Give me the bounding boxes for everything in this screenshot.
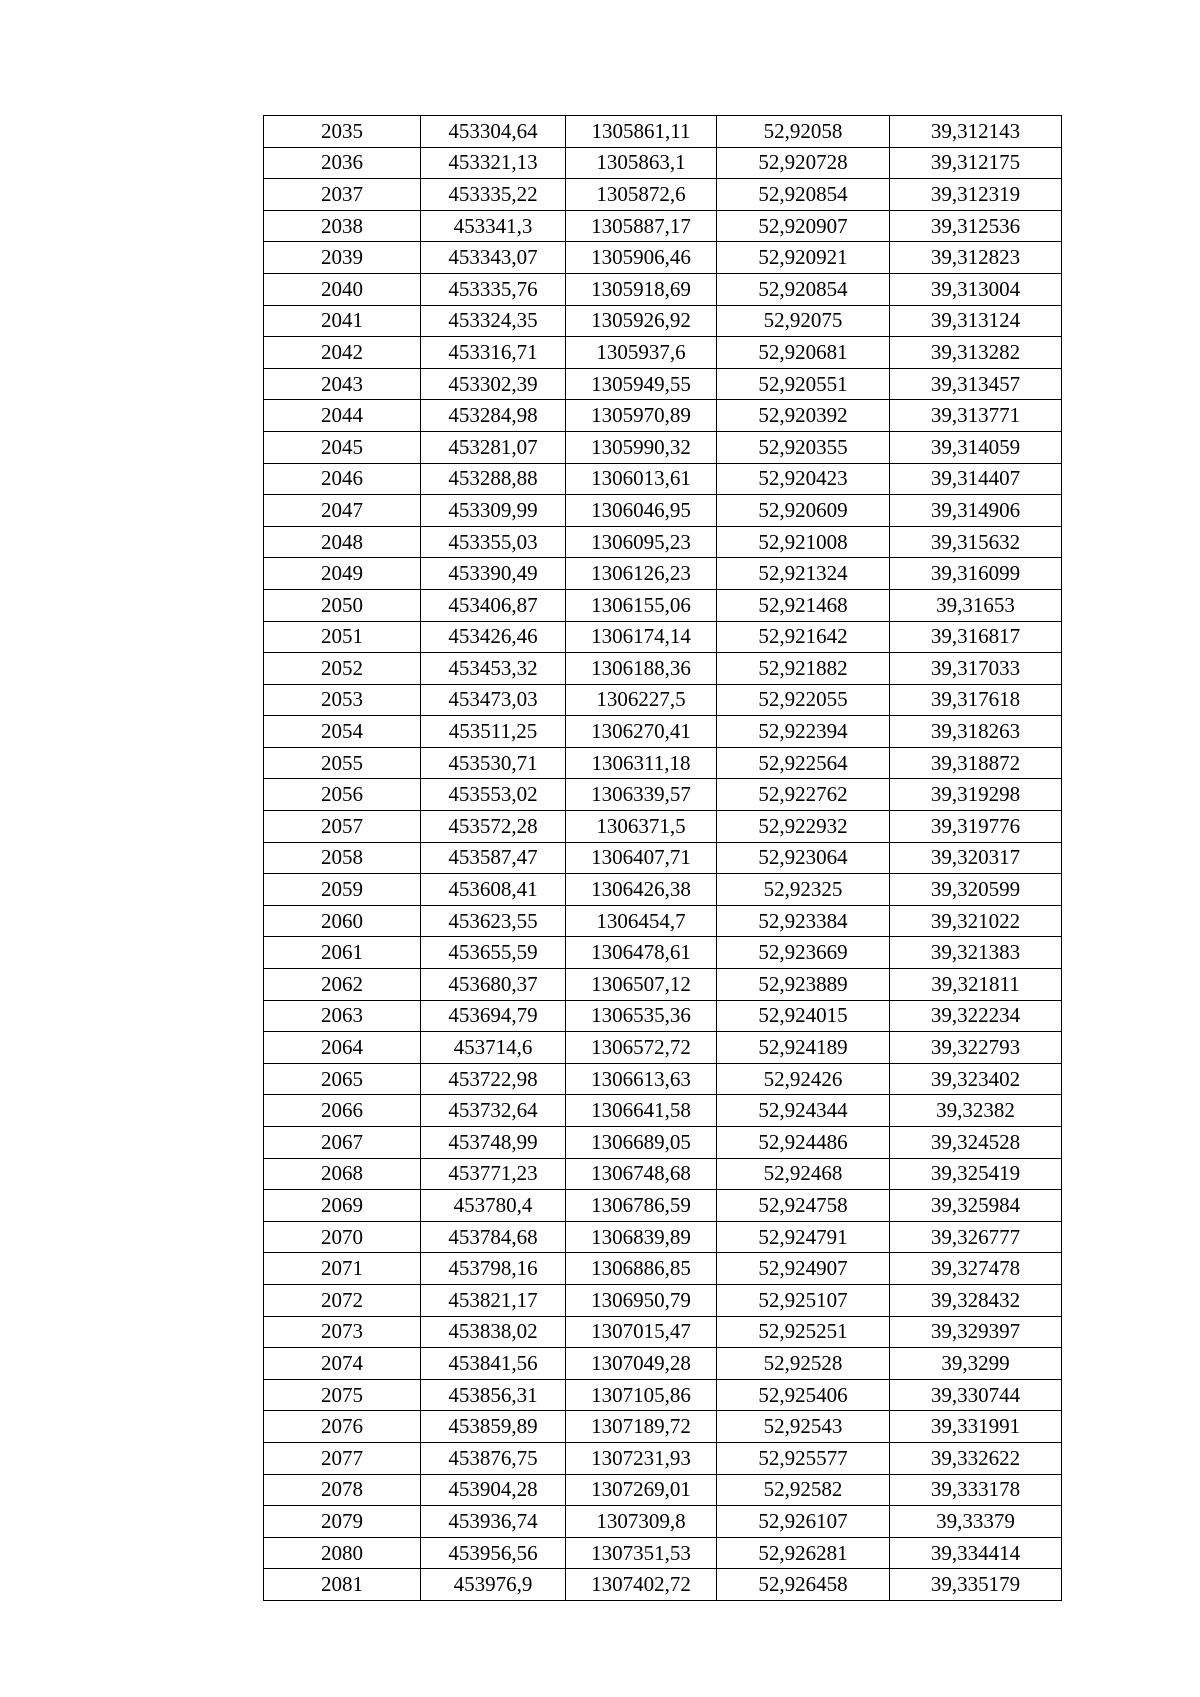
x-coordinate-cell: 453904,28 xyxy=(421,1474,566,1506)
longitude-cell: 39,321022 xyxy=(890,905,1062,937)
longitude-cell: 39,334414 xyxy=(890,1537,1062,1569)
latitude-cell: 52,921642 xyxy=(717,621,890,653)
point-number-cell: 2055 xyxy=(264,747,421,779)
x-coordinate-cell: 453694,79 xyxy=(421,1000,566,1032)
y-coordinate-cell: 1306407,71 xyxy=(566,842,717,874)
point-number-cell: 2056 xyxy=(264,779,421,811)
table-row xyxy=(264,653,1062,685)
point-number-cell: 2071 xyxy=(264,1253,421,1285)
latitude-cell: 52,92325 xyxy=(717,874,890,906)
longitude-cell: 39,318872 xyxy=(890,747,1062,779)
y-coordinate-cell: 1306126,23 xyxy=(566,558,717,590)
x-coordinate-cell: 453426,46 xyxy=(421,621,566,653)
latitude-cell: 52,920854 xyxy=(717,179,890,211)
x-coordinate-cell: 453390,49 xyxy=(421,558,566,590)
latitude-cell: 52,920854 xyxy=(717,273,890,305)
point-number-cell: 2079 xyxy=(264,1506,421,1538)
x-coordinate-cell: 453343,07 xyxy=(421,242,566,274)
latitude-cell: 52,922055 xyxy=(717,684,890,716)
longitude-cell: 39,320599 xyxy=(890,874,1062,906)
y-coordinate-cell: 1306155,06 xyxy=(566,589,717,621)
table-row xyxy=(264,969,1062,1001)
y-coordinate-cell: 1306046,95 xyxy=(566,495,717,527)
y-coordinate-cell: 1306950,79 xyxy=(566,1284,717,1316)
x-coordinate-cell: 453680,37 xyxy=(421,969,566,1001)
table-row xyxy=(264,905,1062,937)
x-coordinate-cell: 453798,16 xyxy=(421,1253,566,1285)
y-coordinate-cell: 1307105,86 xyxy=(566,1379,717,1411)
longitude-cell: 39,331991 xyxy=(890,1411,1062,1443)
longitude-cell: 39,313124 xyxy=(890,305,1062,337)
point-number-cell: 2069 xyxy=(264,1190,421,1222)
table-row xyxy=(264,779,1062,811)
table-row xyxy=(264,116,1062,148)
y-coordinate-cell: 1306641,58 xyxy=(566,1095,717,1127)
y-coordinate-cell: 1305906,46 xyxy=(566,242,717,274)
x-coordinate-cell: 453304,64 xyxy=(421,116,566,148)
latitude-cell: 52,923384 xyxy=(717,905,890,937)
latitude-cell: 52,921008 xyxy=(717,526,890,558)
longitude-cell: 39,314059 xyxy=(890,431,1062,463)
y-coordinate-cell: 1306426,38 xyxy=(566,874,717,906)
point-number-cell: 2054 xyxy=(264,716,421,748)
y-coordinate-cell: 1307189,72 xyxy=(566,1411,717,1443)
latitude-cell: 52,925406 xyxy=(717,1379,890,1411)
table-row xyxy=(264,1032,1062,1064)
point-number-cell: 2063 xyxy=(264,1000,421,1032)
latitude-cell: 52,926107 xyxy=(717,1506,890,1538)
y-coordinate-cell: 1306270,41 xyxy=(566,716,717,748)
table-row xyxy=(264,431,1062,463)
y-coordinate-cell: 1306339,57 xyxy=(566,779,717,811)
longitude-cell: 39,316817 xyxy=(890,621,1062,653)
x-coordinate-cell: 453608,41 xyxy=(421,874,566,906)
x-coordinate-cell: 453714,6 xyxy=(421,1032,566,1064)
table-row xyxy=(264,1316,1062,1348)
point-number-cell: 2041 xyxy=(264,305,421,337)
point-number-cell: 2049 xyxy=(264,558,421,590)
x-coordinate-cell: 453936,74 xyxy=(421,1506,566,1538)
x-coordinate-cell: 453511,25 xyxy=(421,716,566,748)
latitude-cell: 52,924015 xyxy=(717,1000,890,1032)
table-row xyxy=(264,179,1062,211)
point-number-cell: 2046 xyxy=(264,463,421,495)
longitude-cell: 39,317618 xyxy=(890,684,1062,716)
latitude-cell: 52,920921 xyxy=(717,242,890,274)
table-row xyxy=(264,1379,1062,1411)
point-number-cell: 2081 xyxy=(264,1569,421,1601)
table-row xyxy=(264,1127,1062,1159)
longitude-cell: 39,327478 xyxy=(890,1253,1062,1285)
table-row xyxy=(264,1506,1062,1538)
x-coordinate-cell: 453473,03 xyxy=(421,684,566,716)
y-coordinate-cell: 1306786,59 xyxy=(566,1190,717,1222)
table-row xyxy=(264,937,1062,969)
x-coordinate-cell: 453288,88 xyxy=(421,463,566,495)
table-row xyxy=(264,210,1062,242)
x-coordinate-cell: 453587,47 xyxy=(421,842,566,874)
point-number-cell: 2065 xyxy=(264,1063,421,1095)
y-coordinate-cell: 1306572,72 xyxy=(566,1032,717,1064)
x-coordinate-cell: 453321,13 xyxy=(421,147,566,179)
longitude-cell: 39,326777 xyxy=(890,1221,1062,1253)
y-coordinate-cell: 1305863,1 xyxy=(566,147,717,179)
longitude-cell: 39,320317 xyxy=(890,842,1062,874)
longitude-cell: 39,315632 xyxy=(890,526,1062,558)
latitude-cell: 52,92075 xyxy=(717,305,890,337)
longitude-cell: 39,329397 xyxy=(890,1316,1062,1348)
point-number-cell: 2058 xyxy=(264,842,421,874)
x-coordinate-cell: 453976,9 xyxy=(421,1569,566,1601)
latitude-cell: 52,92543 xyxy=(717,1411,890,1443)
table-row xyxy=(264,558,1062,590)
table-row xyxy=(264,1221,1062,1253)
y-coordinate-cell: 1306886,85 xyxy=(566,1253,717,1285)
table-row xyxy=(264,716,1062,748)
table-row xyxy=(264,842,1062,874)
coordinates-table-body xyxy=(264,116,1062,1601)
longitude-cell: 39,322793 xyxy=(890,1032,1062,1064)
longitude-cell: 39,317033 xyxy=(890,653,1062,685)
table-row xyxy=(264,1253,1062,1285)
x-coordinate-cell: 453838,02 xyxy=(421,1316,566,1348)
longitude-cell: 39,318263 xyxy=(890,716,1062,748)
latitude-cell: 52,924907 xyxy=(717,1253,890,1285)
longitude-cell: 39,316099 xyxy=(890,558,1062,590)
point-number-cell: 2062 xyxy=(264,969,421,1001)
table-row xyxy=(264,273,1062,305)
table-row xyxy=(264,747,1062,779)
longitude-cell: 39,314906 xyxy=(890,495,1062,527)
x-coordinate-cell: 453309,99 xyxy=(421,495,566,527)
y-coordinate-cell: 1307351,53 xyxy=(566,1537,717,1569)
point-number-cell: 2074 xyxy=(264,1348,421,1380)
latitude-cell: 52,924344 xyxy=(717,1095,890,1127)
x-coordinate-cell: 453748,99 xyxy=(421,1127,566,1159)
point-number-cell: 2035 xyxy=(264,116,421,148)
table-row xyxy=(264,621,1062,653)
point-number-cell: 2060 xyxy=(264,905,421,937)
latitude-cell: 52,925107 xyxy=(717,1284,890,1316)
point-number-cell: 2072 xyxy=(264,1284,421,1316)
table-row xyxy=(264,147,1062,179)
longitude-cell: 39,313004 xyxy=(890,273,1062,305)
longitude-cell: 39,328432 xyxy=(890,1284,1062,1316)
x-coordinate-cell: 453623,55 xyxy=(421,905,566,937)
table-row xyxy=(264,811,1062,843)
point-number-cell: 2050 xyxy=(264,589,421,621)
longitude-cell: 39,312143 xyxy=(890,116,1062,148)
y-coordinate-cell: 1306839,89 xyxy=(566,1221,717,1253)
x-coordinate-cell: 453784,68 xyxy=(421,1221,566,1253)
table-row xyxy=(264,337,1062,369)
x-coordinate-cell: 453572,28 xyxy=(421,811,566,843)
latitude-cell: 52,920609 xyxy=(717,495,890,527)
point-number-cell: 2064 xyxy=(264,1032,421,1064)
table-row xyxy=(264,1537,1062,1569)
latitude-cell: 52,924791 xyxy=(717,1221,890,1253)
point-number-cell: 2040 xyxy=(264,273,421,305)
point-number-cell: 2043 xyxy=(264,368,421,400)
y-coordinate-cell: 1307049,28 xyxy=(566,1348,717,1380)
y-coordinate-cell: 1305949,55 xyxy=(566,368,717,400)
latitude-cell: 52,924486 xyxy=(717,1127,890,1159)
table-row xyxy=(264,526,1062,558)
x-coordinate-cell: 453335,22 xyxy=(421,179,566,211)
x-coordinate-cell: 453780,4 xyxy=(421,1190,566,1222)
latitude-cell: 52,920551 xyxy=(717,368,890,400)
point-number-cell: 2053 xyxy=(264,684,421,716)
point-number-cell: 2073 xyxy=(264,1316,421,1348)
x-coordinate-cell: 453530,71 xyxy=(421,747,566,779)
table-row xyxy=(264,368,1062,400)
point-number-cell: 2057 xyxy=(264,811,421,843)
latitude-cell: 52,923669 xyxy=(717,937,890,969)
x-coordinate-cell: 453732,64 xyxy=(421,1095,566,1127)
point-number-cell: 2059 xyxy=(264,874,421,906)
table-row xyxy=(264,1348,1062,1380)
point-number-cell: 2042 xyxy=(264,337,421,369)
longitude-cell: 39,313282 xyxy=(890,337,1062,369)
x-coordinate-cell: 453771,23 xyxy=(421,1158,566,1190)
x-coordinate-cell: 453956,56 xyxy=(421,1537,566,1569)
y-coordinate-cell: 1306311,18 xyxy=(566,747,717,779)
latitude-cell: 52,92582 xyxy=(717,1474,890,1506)
y-coordinate-cell: 1306095,23 xyxy=(566,526,717,558)
y-coordinate-cell: 1306535,36 xyxy=(566,1000,717,1032)
y-coordinate-cell: 1306371,5 xyxy=(566,811,717,843)
longitude-cell: 39,33379 xyxy=(890,1506,1062,1538)
longitude-cell: 39,333178 xyxy=(890,1474,1062,1506)
table-row xyxy=(264,1000,1062,1032)
longitude-cell: 39,321811 xyxy=(890,969,1062,1001)
latitude-cell: 52,92058 xyxy=(717,116,890,148)
y-coordinate-cell: 1306227,5 xyxy=(566,684,717,716)
latitude-cell: 52,926281 xyxy=(717,1537,890,1569)
longitude-cell: 39,312536 xyxy=(890,210,1062,242)
point-number-cell: 2066 xyxy=(264,1095,421,1127)
point-number-cell: 2077 xyxy=(264,1442,421,1474)
longitude-cell: 39,321383 xyxy=(890,937,1062,969)
latitude-cell: 52,923064 xyxy=(717,842,890,874)
y-coordinate-cell: 1305937,6 xyxy=(566,337,717,369)
point-number-cell: 2067 xyxy=(264,1127,421,1159)
y-coordinate-cell: 1307015,47 xyxy=(566,1316,717,1348)
x-coordinate-cell: 453876,75 xyxy=(421,1442,566,1474)
point-number-cell: 2036 xyxy=(264,147,421,179)
longitude-cell: 39,312175 xyxy=(890,147,1062,179)
latitude-cell: 52,92426 xyxy=(717,1063,890,1095)
point-number-cell: 2052 xyxy=(264,653,421,685)
y-coordinate-cell: 1306748,68 xyxy=(566,1158,717,1190)
y-coordinate-cell: 1305990,32 xyxy=(566,431,717,463)
latitude-cell: 52,923889 xyxy=(717,969,890,1001)
table-row xyxy=(264,495,1062,527)
y-coordinate-cell: 1305970,89 xyxy=(566,400,717,432)
y-coordinate-cell: 1306613,63 xyxy=(566,1063,717,1095)
table-row xyxy=(264,1190,1062,1222)
table-row xyxy=(264,1063,1062,1095)
y-coordinate-cell: 1306174,14 xyxy=(566,621,717,653)
longitude-cell: 39,330744 xyxy=(890,1379,1062,1411)
x-coordinate-cell: 453722,98 xyxy=(421,1063,566,1095)
latitude-cell: 52,92528 xyxy=(717,1348,890,1380)
point-number-cell: 2048 xyxy=(264,526,421,558)
x-coordinate-cell: 453281,07 xyxy=(421,431,566,463)
point-number-cell: 2075 xyxy=(264,1379,421,1411)
point-number-cell: 2037 xyxy=(264,179,421,211)
y-coordinate-cell: 1305887,17 xyxy=(566,210,717,242)
x-coordinate-cell: 453453,32 xyxy=(421,653,566,685)
point-number-cell: 2078 xyxy=(264,1474,421,1506)
y-coordinate-cell: 1305861,11 xyxy=(566,116,717,148)
point-number-cell: 2044 xyxy=(264,400,421,432)
latitude-cell: 52,921324 xyxy=(717,558,890,590)
longitude-cell: 39,335179 xyxy=(890,1569,1062,1601)
table-row xyxy=(264,1474,1062,1506)
x-coordinate-cell: 453355,03 xyxy=(421,526,566,558)
latitude-cell: 52,924758 xyxy=(717,1190,890,1222)
longitude-cell: 39,332622 xyxy=(890,1442,1062,1474)
table-row xyxy=(264,463,1062,495)
x-coordinate-cell: 453841,56 xyxy=(421,1348,566,1380)
table-row xyxy=(264,1284,1062,1316)
y-coordinate-cell: 1307269,01 xyxy=(566,1474,717,1506)
point-number-cell: 2051 xyxy=(264,621,421,653)
y-coordinate-cell: 1306188,36 xyxy=(566,653,717,685)
table-row xyxy=(264,1411,1062,1443)
latitude-cell: 52,924189 xyxy=(717,1032,890,1064)
table-row xyxy=(264,874,1062,906)
latitude-cell: 52,922932 xyxy=(717,811,890,843)
x-coordinate-cell: 453341,3 xyxy=(421,210,566,242)
latitude-cell: 52,92468 xyxy=(717,1158,890,1190)
longitude-cell: 39,323402 xyxy=(890,1063,1062,1095)
point-number-cell: 2061 xyxy=(264,937,421,969)
table-row xyxy=(264,1442,1062,1474)
x-coordinate-cell: 453316,71 xyxy=(421,337,566,369)
latitude-cell: 52,920392 xyxy=(717,400,890,432)
longitude-cell: 39,319298 xyxy=(890,779,1062,811)
longitude-cell: 39,313771 xyxy=(890,400,1062,432)
longitude-cell: 39,325419 xyxy=(890,1158,1062,1190)
latitude-cell: 52,921882 xyxy=(717,653,890,685)
x-coordinate-cell: 453859,89 xyxy=(421,1411,566,1443)
latitude-cell: 52,921468 xyxy=(717,589,890,621)
point-number-cell: 2038 xyxy=(264,210,421,242)
x-coordinate-cell: 453856,31 xyxy=(421,1379,566,1411)
latitude-cell: 52,920355 xyxy=(717,431,890,463)
y-coordinate-cell: 1307309,8 xyxy=(566,1506,717,1538)
point-number-cell: 2070 xyxy=(264,1221,421,1253)
point-number-cell: 2068 xyxy=(264,1158,421,1190)
x-coordinate-cell: 453335,76 xyxy=(421,273,566,305)
y-coordinate-cell: 1305918,69 xyxy=(566,273,717,305)
table-row xyxy=(264,1095,1062,1127)
point-number-cell: 2076 xyxy=(264,1411,421,1443)
longitude-cell: 39,32382 xyxy=(890,1095,1062,1127)
latitude-cell: 52,925577 xyxy=(717,1442,890,1474)
table-row xyxy=(264,684,1062,716)
y-coordinate-cell: 1306507,12 xyxy=(566,969,717,1001)
latitude-cell: 52,922564 xyxy=(717,747,890,779)
point-number-cell: 2080 xyxy=(264,1537,421,1569)
latitude-cell: 52,920681 xyxy=(717,337,890,369)
longitude-cell: 39,313457 xyxy=(890,368,1062,400)
longitude-cell: 39,324528 xyxy=(890,1127,1062,1159)
latitude-cell: 52,920423 xyxy=(717,463,890,495)
y-coordinate-cell: 1305926,92 xyxy=(566,305,717,337)
x-coordinate-cell: 453324,35 xyxy=(421,305,566,337)
latitude-cell: 52,920728 xyxy=(717,147,890,179)
y-coordinate-cell: 1307231,93 xyxy=(566,1442,717,1474)
y-coordinate-cell: 1306478,61 xyxy=(566,937,717,969)
x-coordinate-cell: 453553,02 xyxy=(421,779,566,811)
latitude-cell: 52,922394 xyxy=(717,716,890,748)
table-row xyxy=(264,305,1062,337)
y-coordinate-cell: 1305872,6 xyxy=(566,179,717,211)
x-coordinate-cell: 453821,17 xyxy=(421,1284,566,1316)
y-coordinate-cell: 1307402,72 xyxy=(566,1569,717,1601)
point-number-cell: 2045 xyxy=(264,431,421,463)
x-coordinate-cell: 453406,87 xyxy=(421,589,566,621)
coordinates-table xyxy=(263,115,1062,1601)
x-coordinate-cell: 453655,59 xyxy=(421,937,566,969)
longitude-cell: 39,322234 xyxy=(890,1000,1062,1032)
latitude-cell: 52,920907 xyxy=(717,210,890,242)
x-coordinate-cell: 453284,98 xyxy=(421,400,566,432)
point-number-cell: 2047 xyxy=(264,495,421,527)
table-row xyxy=(264,1158,1062,1190)
longitude-cell: 39,312823 xyxy=(890,242,1062,274)
longitude-cell: 39,3299 xyxy=(890,1348,1062,1380)
table-row xyxy=(264,589,1062,621)
longitude-cell: 39,312319 xyxy=(890,179,1062,211)
table-row xyxy=(264,400,1062,432)
latitude-cell: 52,925251 xyxy=(717,1316,890,1348)
longitude-cell: 39,319776 xyxy=(890,811,1062,843)
latitude-cell: 52,922762 xyxy=(717,779,890,811)
point-number-cell: 2039 xyxy=(264,242,421,274)
longitude-cell: 39,325984 xyxy=(890,1190,1062,1222)
table-row xyxy=(264,242,1062,274)
x-coordinate-cell: 453302,39 xyxy=(421,368,566,400)
y-coordinate-cell: 1306454,7 xyxy=(566,905,717,937)
longitude-cell: 39,31653 xyxy=(890,589,1062,621)
longitude-cell: 39,314407 xyxy=(890,463,1062,495)
y-coordinate-cell: 1306013,61 xyxy=(566,463,717,495)
y-coordinate-cell: 1306689,05 xyxy=(566,1127,717,1159)
latitude-cell: 52,926458 xyxy=(717,1569,890,1601)
table-row xyxy=(264,1569,1062,1601)
